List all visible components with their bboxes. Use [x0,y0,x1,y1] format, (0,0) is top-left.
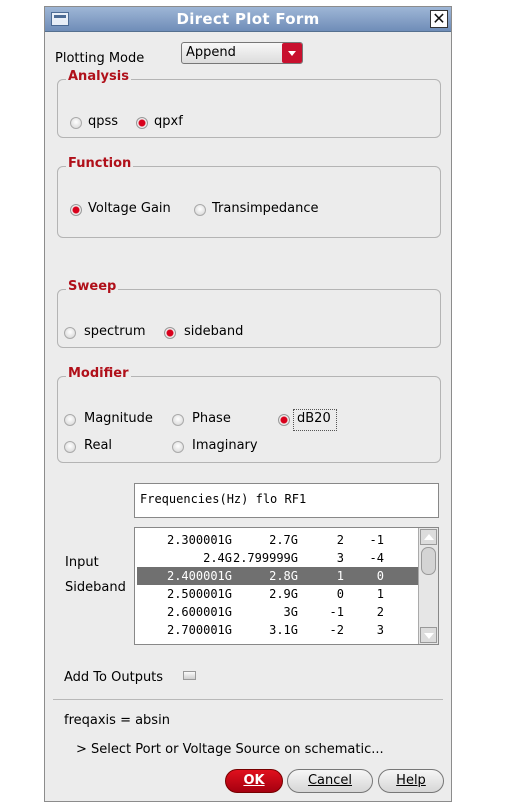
radio-phase-label: Phase [192,411,231,426]
help-button-label: Help [396,773,426,788]
radio-transimpedance[interactable] [194,204,206,216]
cell-freq: 2.400001G [166,569,232,583]
function-title: Function [68,156,132,171]
radio-imaginary[interactable] [172,441,184,453]
scroll-up-icon[interactable] [420,529,437,545]
radio-phase[interactable] [172,414,184,426]
cell-flo: 3G [283,605,298,619]
cell-flo: 2.799999G [232,551,298,565]
prompt-status: > Select Port or Voltage Source on schematic... [76,742,384,757]
radio-imaginary-label: Imaginary [192,438,258,453]
radio-qpxf-label: qpxf [154,114,183,129]
sideband-header-box [134,483,439,518]
scroll-thumb[interactable] [421,547,436,575]
cell-n1: 3 [336,551,344,565]
cell-rf1: -1 [369,533,384,547]
analysis-title: Analysis [68,69,129,84]
cell-n1: 2 [336,533,344,547]
cell-freq: 2.600001G [166,605,232,619]
radio-qpss[interactable] [70,117,82,129]
cancel-button[interactable] [287,769,373,793]
cell-rf1: 0 [376,569,384,583]
modifier-title: Modifier [68,366,129,381]
cell-rf1: 3 [376,623,384,637]
cell-n1: -2 [329,623,344,637]
cell-rf1: 2 [376,605,384,619]
freqaxis-status: freqaxis = absin [64,713,170,728]
list-item[interactable] [137,621,418,639]
plotting-mode-value: Append [186,45,236,60]
radio-qpxf[interactable] [136,117,148,129]
cell-n1: 1 [336,569,344,583]
radio-qpss-label: qpss [88,114,119,129]
ok-button[interactable] [225,769,283,793]
input-sideband-label-line2: Sideband [65,580,126,595]
analysis-group [57,69,441,138]
cell-flo: 2.8G [269,569,298,583]
radio-sideband[interactable] [164,327,176,339]
sideband-list[interactable] [134,527,439,645]
list-item[interactable] [137,585,418,603]
close-icon[interactable]: ✕ [430,10,448,28]
add-to-outputs-checkbox[interactable] [183,671,196,680]
cell-flo: 2.9G [269,587,298,601]
ok-button-label: OK [243,773,265,788]
radio-voltage-gain[interactable] [70,204,82,216]
chevron-down-icon[interactable] [282,43,302,63]
window-title: Direct Plot Form [176,10,320,28]
radio-spectrum-label: spectrum [84,324,146,339]
direct-plot-form-window [44,6,452,802]
radio-magnitude-label: Magnitude [84,411,153,426]
cell-freq: 2.700001G [166,623,232,637]
cell-rf1: -4 [369,551,384,565]
input-sideband-label-line1: Input [65,555,99,570]
cell-rf1: 1 [376,587,384,601]
title-bar[interactable] [45,7,451,32]
cell-freq: 2.300001G [166,533,232,547]
cancel-button-label: Cancel [307,773,353,788]
list-item[interactable] [137,549,418,567]
plotting-mode-dropdown[interactable] [181,42,303,64]
cell-freq: 2.500001G [166,587,232,601]
radio-real-label: Real [84,438,113,453]
radio-spectrum[interactable] [64,327,76,339]
scroll-down-icon[interactable] [420,627,437,643]
function-group [57,156,441,238]
list-item-selected[interactable] [137,567,418,585]
plotting-mode-label: Plotting Mode [55,51,145,66]
cell-flo: 3.1G [269,623,298,637]
cell-freq: 2.4G [203,551,232,565]
help-button[interactable] [378,769,444,793]
list-scrollbar[interactable] [418,528,438,644]
radio-transimpedance-label: Transimpedance [212,201,319,216]
separator [53,699,443,700]
modifier-group [57,366,441,463]
radio-db20[interactable] [278,414,290,426]
radio-db20-label: dB20 [297,411,331,426]
list-item[interactable] [137,603,418,621]
radio-sideband-label: sideband [184,324,244,339]
cell-n1: -1 [329,605,344,619]
add-to-outputs-label: Add To Outputs [64,670,164,685]
radio-real[interactable] [64,441,76,453]
cell-flo: 2.7G [269,533,298,547]
sweep-title: Sweep [68,279,117,294]
cell-n1: 0 [336,587,344,601]
radio-voltage-gain-label: Voltage Gain [88,201,171,216]
list-item[interactable] [137,531,418,549]
radio-magnitude[interactable] [64,414,76,426]
sweep-group [57,279,441,348]
sideband-header: Frequencies(Hz) flo RF1 [140,492,307,506]
